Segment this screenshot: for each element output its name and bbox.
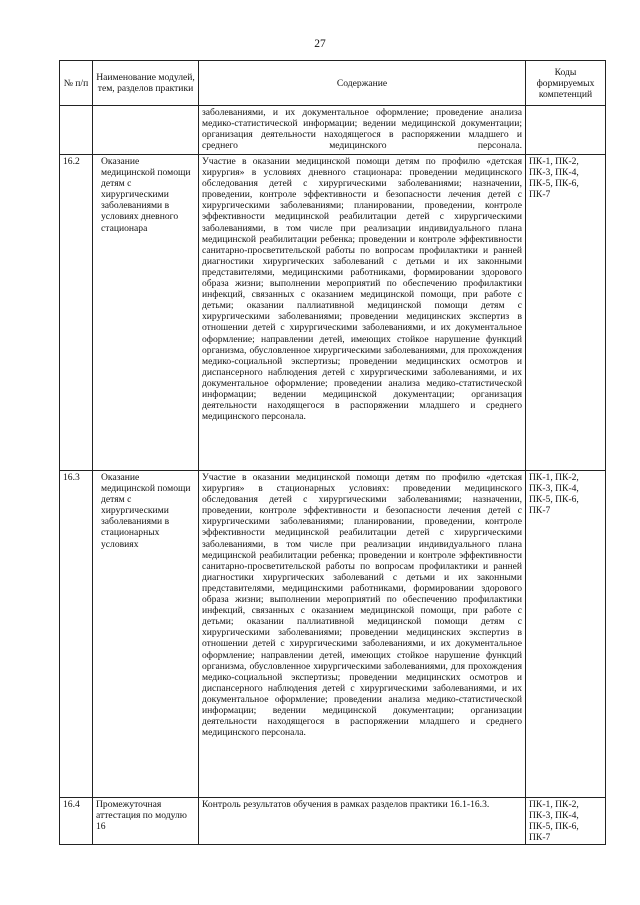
header-name: Наименование модулей, тем, разделов практики bbox=[93, 61, 199, 106]
row-content: Участие в оказании медицинской помощи детям по профилю «детская хирургия» в стационарных условиях: проведении медицинского обследования детей с хирургическими заболеваниями; назначении, проведении, контроле эффективности и безопасности лечения детей с хирургическими заболеваниями; планировании, проведении, контроле эффективности медицинской реабилитации детей с хирургическими заболеваниями, в том числе при реализации индивидуального плана медицинской реабилитации ребенка; проведении и контроле эффективности санитарно-просветительской работы по вопросам профилактики и ранней диагностики хирургических заболеваний с детьми и их законными представителями, медицинскими работниками, формировании здорового образа жизни; выполнении мероприятий по обеспечению профилактики инфекций, связанных с оказанием медицинской помощи, при работе с детьми; оказании паллиативной медицинской помощи детям с хирургическими заболеваниями; проведении медицинских экспертиз в отношении детей с хирургическими заболеваниями, и их документальное оформление; направлении детей, имеющих стойкое нарушение функций организма, обусловленное хирургическими заболеваниями, для прохождения медико-социальной экспертизы; проведении медицинских осмотров и диспансерного наблюдения детей с хирургическими заболеваниями, и их документальное оформление; проведении анализа медико-статистической информации; ведении медицинской документации; организации деятельности находящегося в распоряжении младшего и среднего медицинского персонала. bbox=[199, 471, 526, 798]
continuation-num-cell bbox=[60, 106, 93, 155]
table-row bbox=[60, 155, 606, 471]
header-num: № п/п bbox=[60, 61, 93, 106]
row-section-name: Оказание медицинской помощи детям с хирургическими заболеваниями в стационарных условиях bbox=[93, 471, 199, 798]
continuation-name-cell bbox=[93, 106, 199, 155]
row-competency-codes: ПК-1, ПК-2, ПК-3, ПК-4, ПК-5, ПК-6, ПК-7 bbox=[526, 471, 606, 798]
page-number: 27 bbox=[314, 38, 326, 50]
row-section-name: Промежуточная аттестация по модулю 16 bbox=[93, 798, 199, 845]
table-header-row bbox=[60, 61, 606, 106]
header-content: Содержание bbox=[199, 61, 526, 106]
table-row-continuation bbox=[60, 106, 606, 155]
row-competency-codes: ПК-1, ПК-2, ПК-3, ПК-4, ПК-5, ПК-6, ПК-7 bbox=[526, 798, 606, 845]
row-num: 16.2 bbox=[60, 155, 93, 471]
header-codes: Коды формируемых компетенций bbox=[526, 61, 606, 106]
curriculum-table bbox=[59, 60, 606, 845]
row-content: Участие в оказании медицинской помощи детям по профилю «детская хирургия» в условиях дневного стационара: проведении медицинского обследования детей с хирургическими заболеваниями; назначении, проведении, контроле эффективности и безопасности лечения детей с хирургическими заболеваниями; планировании, проведении, контроле эффективности медицинской реабилитации детей с хирургическими заболеваниями, в том числе при реализации индивидуального плана медицинской реабилитации ребенка; проведении и контроле эффективности санитарно-просветительской работы по вопросам профилактики и ранней диагностики хирургических заболеваний с детьми и их законными представителями, медицинскими работниками, формировании здорового образа жизни; выполнении мероприятий по обеспечению профилактики инфекций, связанных с оказанием медицинской помощи, при работе с детьми; оказании паллиативной медицинской помощи детям с хирургическими заболеваниями; проведении медицинских экспертиз в отношении детей с хирургическими заболеваниями, и их документальное оформление; направлении детей, имеющих стойкое нарушение функций организма, обусловленное хирургическими заболеваниями, для прохождения медико-социальной экспертизы; проведении медицинских осмотров и диспансерного наблюдения детей с хирургическими заболеваниями, и их документальное оформление; проведении анализа медико-статистической информации; ведении медицинской документации; организация деятельности находящегося в распоряжении младшего и среднего медицинского персонала. bbox=[199, 155, 526, 471]
continuation-codes-cell bbox=[526, 106, 606, 155]
table-row bbox=[60, 471, 606, 798]
continuation-content-cell: заболеваниями, и их документальное оформление; проведение анализа медико-статистической информации; ведении медицинской документации; организация деятельности находящегося в распоряжении младшего и среднего медицинского персонала. bbox=[199, 106, 526, 155]
row-content: Контроль результатов обучения в рамках разделов практики 16.1-16.3. bbox=[199, 798, 526, 845]
row-section-name: Оказание медицинской помощи детям с хирургическими заболеваниями в условиях дневного стационара bbox=[93, 155, 199, 471]
row-num: 16.4 bbox=[60, 798, 93, 845]
table-row bbox=[60, 798, 606, 845]
row-competency-codes: ПК-1, ПК-2, ПК-3, ПК-4, ПК-5, ПК-6, ПК-7 bbox=[526, 155, 606, 471]
row-num: 16.3 bbox=[60, 471, 93, 798]
